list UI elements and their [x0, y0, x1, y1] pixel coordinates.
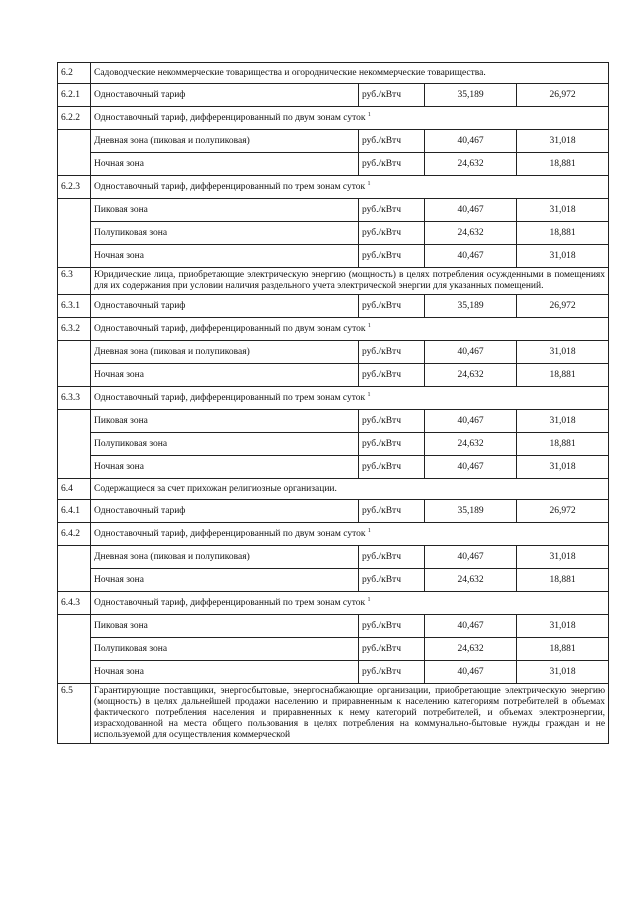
tariff-name: Дневная зона (пиковая и полупиковая): [91, 341, 359, 364]
tariff-row: [58, 569, 609, 592]
footnote-mark: 1: [367, 596, 371, 603]
tariff-unit: руб./кВтч: [359, 364, 425, 387]
tariff-name: Дневная зона (пиковая и полупиковая): [91, 546, 359, 569]
tariff-name: Ночная зона: [91, 456, 359, 479]
section-title-text: Содержащиеся за счет прихожан религиозные организации.: [94, 483, 337, 494]
section-title: [91, 176, 609, 199]
tariff-unit: руб./кВтч: [359, 569, 425, 592]
section-title-text: Одноставочный тариф, дифференцированный по двум зонам суток: [94, 528, 366, 539]
section-heading-row: [58, 107, 609, 130]
footnote-mark: 1: [367, 527, 371, 534]
tariff-value-1: 40,467: [425, 199, 517, 222]
blank-number-cell: [58, 130, 91, 153]
section-title-text: Садоводческие некоммерческие товарищества и огороднические некоммерческие товарищества.: [94, 67, 486, 78]
section-title-text: Одноставочный тариф, дифференцированный по двум зонам суток: [94, 323, 366, 334]
tariff-value-1: 40,467: [425, 661, 517, 684]
item-number: 6.3.2: [58, 318, 91, 341]
section-heading-row: [58, 318, 609, 341]
section-title: [91, 318, 609, 341]
blank-number-cell: [58, 199, 91, 222]
tariff-name: Дневная зона (пиковая и полупиковая): [91, 130, 359, 153]
tariff-row: [58, 456, 609, 479]
tariff-table-body: [58, 63, 609, 744]
tariff-row: [58, 433, 609, 456]
tariff-row: [58, 615, 609, 638]
tariff-name: Ночная зона: [91, 245, 359, 268]
tariff-value-1: 40,467: [425, 410, 517, 433]
tariff-row: [58, 410, 609, 433]
footnote-mark: 1: [367, 180, 371, 187]
blank-number-cell: [58, 364, 91, 387]
tariff-value-1: 40,467: [425, 341, 517, 364]
tariff-unit: руб./кВтч: [359, 500, 425, 523]
tariff-value-1: 24,632: [425, 433, 517, 456]
tariff-row: [58, 546, 609, 569]
tariff-value-1: 35,189: [425, 500, 517, 523]
tariff-table: [57, 62, 609, 744]
item-number: 6.5: [58, 684, 91, 744]
tariff-name: Ночная зона: [91, 661, 359, 684]
section-heading-row: [58, 479, 609, 500]
tariff-row: [58, 364, 609, 387]
tariff-unit: руб./кВтч: [359, 295, 425, 318]
tariff-value-2: 18,881: [517, 364, 609, 387]
tariff-value-2: 31,018: [517, 546, 609, 569]
tariff-unit: руб./кВтч: [359, 84, 425, 107]
section-heading-row: [58, 387, 609, 410]
tariff-value-1: 24,632: [425, 638, 517, 661]
section-title-text: Юридические лица, приобретающие электрическую энергию (мощность) в целях потребления осужденными в помещениях для их содержания при условии наличия раздельного учета электрической энергии для указанных помещений.: [94, 270, 606, 291]
section-heading-row: [58, 268, 609, 295]
tariff-row: [58, 245, 609, 268]
blank-number-cell: [58, 433, 91, 456]
tariff-name: Пиковая зона: [91, 410, 359, 433]
tariff-row: [58, 84, 609, 107]
tariff-unit: руб./кВтч: [359, 456, 425, 479]
section-title: [91, 479, 609, 500]
tariff-value-2: 18,881: [517, 433, 609, 456]
footnote-mark: 1: [367, 391, 371, 398]
tariff-name: Пиковая зона: [91, 199, 359, 222]
section-heading-row: [58, 592, 609, 615]
tariff-unit: руб./кВтч: [359, 638, 425, 661]
tariff-unit: руб./кВтч: [359, 222, 425, 245]
tariff-value-2: 18,881: [517, 638, 609, 661]
footnote-mark: 1: [367, 111, 371, 118]
section-title-text: Одноставочный тариф, дифференцированный по двум зонам суток: [94, 112, 366, 123]
tariff-name: Ночная зона: [91, 153, 359, 176]
item-number: 6.4: [58, 479, 91, 500]
item-number: 6.2: [58, 63, 91, 84]
item-number: 6.2.1: [58, 84, 91, 107]
tariff-value-2: 18,881: [517, 222, 609, 245]
tariff-value-1: 24,632: [425, 222, 517, 245]
blank-number-cell: [58, 410, 91, 433]
blank-number-cell: [58, 245, 91, 268]
blank-number-cell: [58, 546, 91, 569]
tariff-row: [58, 222, 609, 245]
tariff-name: Пиковая зона: [91, 615, 359, 638]
section-heading-row: [58, 176, 609, 199]
tariff-value-1: 24,632: [425, 569, 517, 592]
tariff-unit: руб./кВтч: [359, 410, 425, 433]
item-number: 6.3.1: [58, 295, 91, 318]
section-title-text: Одноставочный тариф, дифференцированный по трем зонам суток: [94, 392, 366, 403]
section-title: [91, 268, 609, 295]
blank-number-cell: [58, 661, 91, 684]
blank-number-cell: [58, 569, 91, 592]
blank-number-cell: [58, 222, 91, 245]
tariff-value-1: 40,467: [425, 245, 517, 268]
section-title: [91, 684, 609, 744]
tariff-row: [58, 295, 609, 318]
tariff-row: [58, 130, 609, 153]
section-heading-row: [58, 523, 609, 546]
section-heading-row: [58, 684, 609, 744]
section-title: [91, 63, 609, 84]
tariff-value-2: 31,018: [517, 456, 609, 479]
tariff-name: Ночная зона: [91, 569, 359, 592]
tariff-value-1: 24,632: [425, 153, 517, 176]
tariff-unit: руб./кВтч: [359, 341, 425, 364]
item-number: 6.3: [58, 268, 91, 295]
tariff-row: [58, 153, 609, 176]
tariff-value-2: 18,881: [517, 153, 609, 176]
tariff-value-1: 40,467: [425, 456, 517, 479]
item-number: 6.2.2: [58, 107, 91, 130]
tariff-name: Полупиковая зона: [91, 433, 359, 456]
section-title: [91, 592, 609, 615]
item-number: 6.4.2: [58, 523, 91, 546]
tariff-name: Одноставочный тариф: [91, 500, 359, 523]
tariff-name: Полупиковая зона: [91, 222, 359, 245]
item-number: 6.4.1: [58, 500, 91, 523]
tariff-row: [58, 341, 609, 364]
tariff-row: [58, 199, 609, 222]
tariff-value-2: 31,018: [517, 341, 609, 364]
tariff-value-2: 31,018: [517, 130, 609, 153]
tariff-name: Одноставочный тариф: [91, 295, 359, 318]
tariff-unit: руб./кВтч: [359, 153, 425, 176]
tariff-name: Ночная зона: [91, 364, 359, 387]
tariff-value-2: 31,018: [517, 615, 609, 638]
tariff-value-2: 31,018: [517, 199, 609, 222]
tariff-unit: руб./кВтч: [359, 546, 425, 569]
section-title-text: Одноставочный тариф, дифференцированный по трем зонам суток: [94, 181, 366, 192]
tariff-value-2: 18,881: [517, 569, 609, 592]
blank-number-cell: [58, 341, 91, 364]
tariff-unit: руб./кВтч: [359, 615, 425, 638]
tariff-unit: руб./кВтч: [359, 433, 425, 456]
tariff-value-2: 26,972: [517, 84, 609, 107]
blank-number-cell: [58, 638, 91, 661]
footnote-mark: 1: [367, 322, 371, 329]
tariff-value-1: 35,189: [425, 295, 517, 318]
section-title-text: Одноставочный тариф, дифференцированный по трем зонам суток: [94, 597, 366, 608]
blank-number-cell: [58, 615, 91, 638]
tariff-value-1: 40,467: [425, 615, 517, 638]
section-title: [91, 387, 609, 410]
tariff-row: [58, 638, 609, 661]
tariff-row: [58, 500, 609, 523]
tariff-unit: руб./кВтч: [359, 130, 425, 153]
tariff-name: Одноставочный тариф: [91, 84, 359, 107]
section-heading-row: [58, 63, 609, 84]
tariff-unit: руб./кВтч: [359, 199, 425, 222]
section-title: [91, 523, 609, 546]
blank-number-cell: [58, 153, 91, 176]
tariff-value-1: 35,189: [425, 84, 517, 107]
tariff-value-1: 40,467: [425, 130, 517, 153]
tariff-unit: руб./кВтч: [359, 661, 425, 684]
section-title: [91, 107, 609, 130]
tariff-value-2: 26,972: [517, 295, 609, 318]
tariff-value-2: 26,972: [517, 500, 609, 523]
item-number: 6.2.3: [58, 176, 91, 199]
tariff-value-2: 31,018: [517, 661, 609, 684]
tariff-value-1: 40,467: [425, 546, 517, 569]
tariff-name: Полупиковая зона: [91, 638, 359, 661]
tariff-unit: руб./кВтч: [359, 245, 425, 268]
item-number: 6.4.3: [58, 592, 91, 615]
tariff-value-2: 31,018: [517, 410, 609, 433]
tariff-value-2: 31,018: [517, 245, 609, 268]
tariff-value-1: 24,632: [425, 364, 517, 387]
blank-number-cell: [58, 456, 91, 479]
section-title-text: Гарантирующие поставщики, энергосбытовые, энергоснабжающие организации, приобретающие электрическую энергию (мощность) в целях дальнейшей продажи населению и приравненным к населению категориям потребителей в объемах фактического потребления населения и приравненных к нему категорий потребителей, и объемах электроэнергии, израсходованной на места общего пользования в целях потребления на коммунально-бытовые нужды граждан и не используемой для осуществления коммерческой: [94, 686, 606, 740]
tariff-row: [58, 661, 609, 684]
item-number: 6.3.3: [58, 387, 91, 410]
